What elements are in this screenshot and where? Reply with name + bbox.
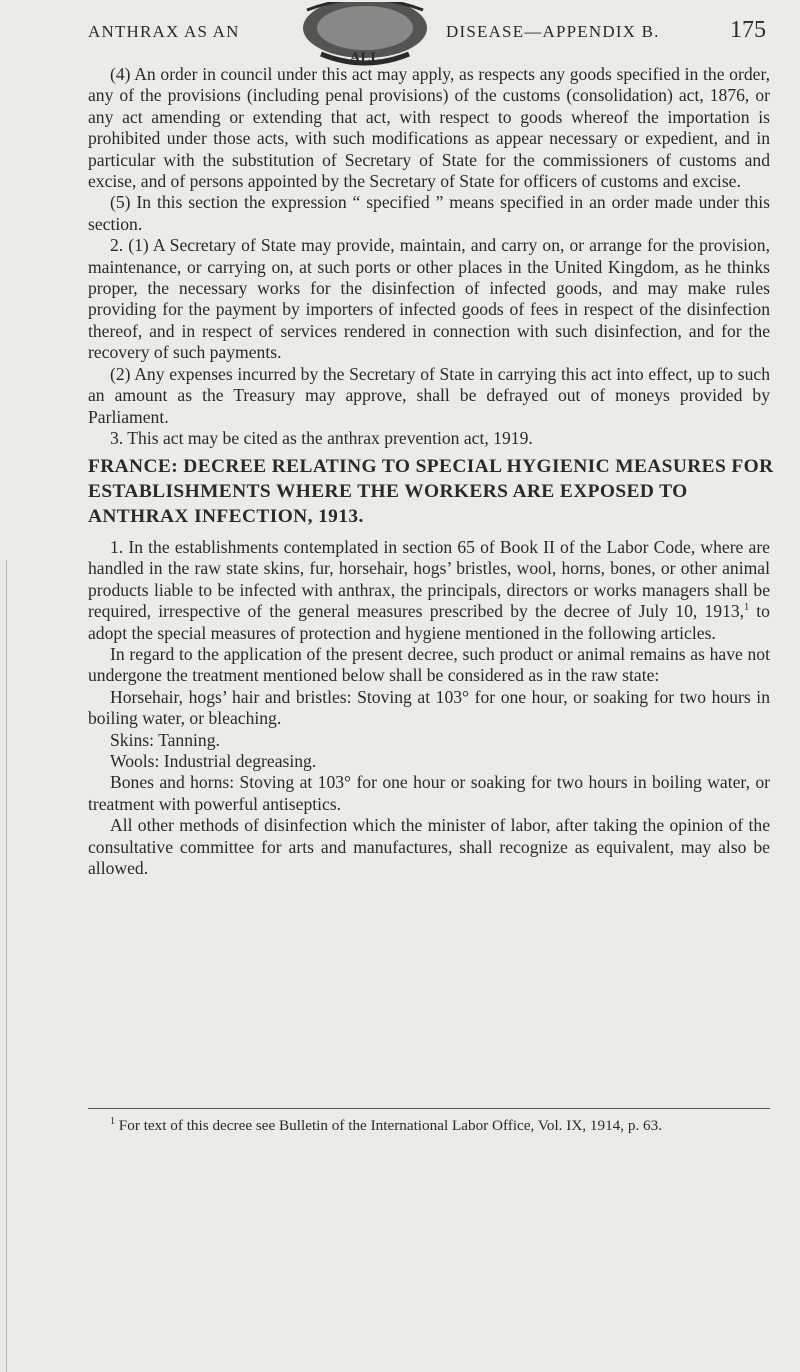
paragraph-text: 1. In the establishments contemplated in section 65 of Book II of the Labor Code, where are handled in the raw state skins, fur, horsehair, hogs’ bristles, wool, horns, bones, or other animal products liable to be infected with anthrax, the principals, directors or works managers shall be required, irrespective of the general measures prescribed by the decree of July 10, 1913,: [88, 537, 770, 622]
paragraph: Wools: Industrial degreasing.: [110, 751, 317, 772]
paragraph: 3. This act may be cited as the anthrax prevention act, 1919.: [110, 427, 533, 448]
footnote-divider: [88, 1108, 770, 1109]
paragraph: 2. (1) A Secretary of State may provide, maintain, and carry on, or arrange for the provision, maintenance, or carrying on, at such ports or other places in the United Kingdom, as he thinks proper, the necessary works for the disinfection of infected goods, and may make rules providing for the payment by importers of infected goods of fees in respect of the disinfection thereof, and in respect of services rendered in connection with such disinfection, and for the recovery of such payments.: [88, 235, 770, 363]
footnote-marker: 1: [110, 1115, 115, 1127]
running-head-right: DISEASE—APPENDIX B.: [446, 22, 660, 41]
binding-edge-line: [6, 560, 7, 1372]
running-head-left: ANTHRAX AS AN: [88, 22, 240, 41]
act-text-block: [88, 64, 770, 449]
footnote-reference: 1: [744, 602, 750, 614]
paragraph: Horsehair, hogs’ hair and bristles: Stoving at 103° for one hour, or soaking for two hours in boiling water, or bleaching.: [88, 686, 770, 729]
paragraph: In regard to the application of the present decree, such product or animal remains as have not undergone the treatment mentioned below shall be considered as in the raw state:: [88, 644, 770, 686]
paragraph: Skins: Tanning.: [110, 729, 220, 750]
stamp-text: ALL: [349, 50, 381, 66]
paragraph: (4) An order in council under this act may apply, as respects any goods specified in the order, any of the provisions (including penal provisions) of the customs (consolidation) act, 1876, or any act amending or extending that act, with respect to goods whereof the importation is prohibited under those acts, with such modifications as appear necessary or expedient, and in particular with the substitution of Secretary of State for the commissioners of customs and excise, and of persons appointed by the Secretary of State for officers of customs and excise.: [88, 64, 770, 192]
footnote: [88, 1116, 770, 1135]
paragraph: All other methods of disinfection which the minister of labor, after taking the opinion of the consultative committee for arts and manufactures, shall recognize as equivalent, may also be allowed.: [88, 815, 770, 879]
paragraph: Bones and horns: Stoving at 103° for one hour or soaking for two hours in boiling water, or treatment with powerful antiseptics.: [88, 772, 770, 814]
library-stamp-seal: [277, 2, 452, 70]
paragraph: (5) In this section the expression “ specified ” means specified in an order made under this section.: [88, 192, 770, 234]
paragraph-text: to adopt the special measures of protection and hygiene mentioned in the following articles.: [88, 601, 770, 643]
footnote-text: For text of this decree see Bulletin of the International Labor Office, Vol. IX, 1914, p. 63.: [115, 1117, 663, 1134]
paragraph: (2) Any expenses incurred by the Secretary of State in carrying this act into effect, up to such an amount as the Treasury may approve, shall be defrayed out of moneys provided by Parliament.: [88, 363, 770, 427]
page-number: 175: [730, 17, 766, 43]
paragraph: [88, 537, 770, 644]
section-heading: FRANCE: DECREE RELATING TO SPECIAL HYGIENIC MEASURES FOR ESTABLISHMENTS WHERE THE WORKERS ARE EXPOSED TO ANTHRAX INFECTION, 1913.: [88, 456, 774, 527]
decree-text-block: [88, 537, 770, 880]
